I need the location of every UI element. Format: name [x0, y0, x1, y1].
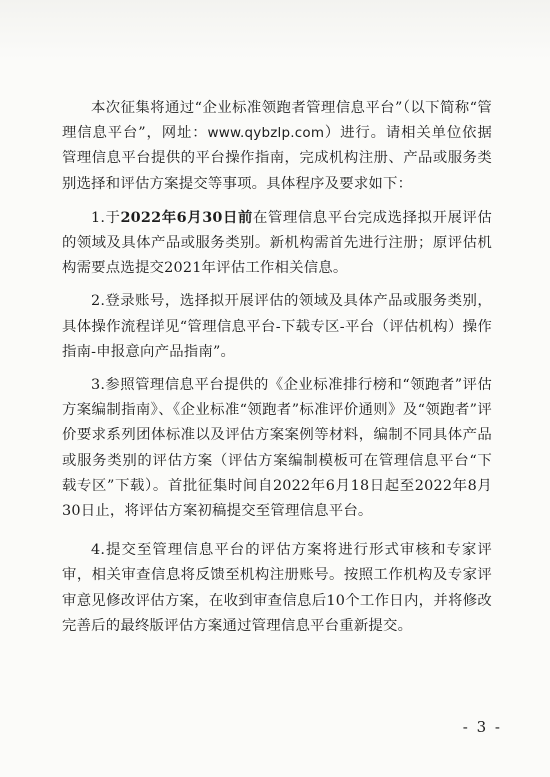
- intro-text-a: 本次征集将通过“企业标准领跑者管理信息平台”（以下简称“管理信息平台”，网址：: [62, 100, 492, 142]
- paragraph-intro: [62, 96, 492, 197]
- paragraph-item-1: [62, 205, 492, 282]
- paragraph-item-3: 3.参照管理信息平台提供的《企业标准排行榜和“领跑者”评估方案编制指南》、《企业标准“领跑者”标准评价通则》及“领跑者”评价要求系列团体标准以及评估方案案例等材料，编制不同具体产品或服务类别的评估方案（评估方案编制模板可在管理信息平台“下载专区”下载）。首批征集时间自2022年6月18日起至2022年8月30日止，将评估方案初稿提交至管理信息平台。: [62, 377, 492, 520]
- document-body: [62, 96, 492, 639]
- item-1-text: 在管理信息平台完成选择拟开展评估的领域及具体产品或服务类别。新机构需首先进行注册；原评估机构需要点选提交2021年评估工作相关信息。: [62, 209, 492, 277]
- item-1-prefix: 1.于: [91, 209, 121, 226]
- scan-shadow: [0, 0, 550, 60]
- paragraph-item-4: 4.提交至管理信息平台的评估方案将进行形式审核和专家评审，相关审查信息将反馈至机构注册账号。按照工作机构及专家评审意见修改评估方案，在收到审查信息后10个工作日内，并将修改完善后的最终版评估方案通过管理信息平台重新提交。: [62, 542, 492, 634]
- deadline-date: 2022年6月30日前: [120, 208, 253, 226]
- page-number: - 3 -: [462, 718, 502, 736]
- intro-text-b: ）进行。请相关单位依据管理信息平台提供的平台操作指南，完成机构注册、产品或服务类别选择和评估方案提交等事项。具体程序及要求如下：: [62, 125, 493, 192]
- website-url: www.qybzlp.com: [207, 125, 325, 142]
- paragraph-item-2: 2.登录账号，选择拟开展评估的领域及具体产品或服务类别，具体操作流程详见“管理信息平台-下载专区-平台（评估机构）操作指南-申报意向产品指南”。: [62, 293, 492, 360]
